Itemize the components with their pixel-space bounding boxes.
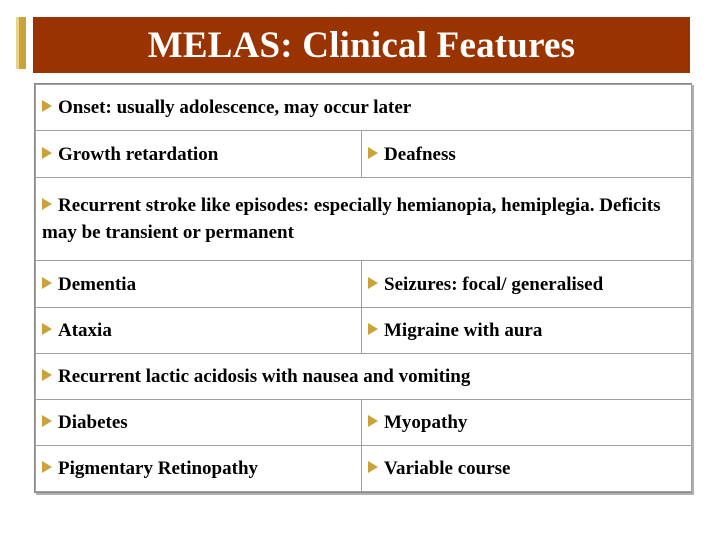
table-cell (362, 400, 692, 446)
cell-text: Recurrent stroke like episodes: especially hemianopia, hemiplegia. Deficits may be transient or permanent (42, 195, 661, 243)
table-cell (362, 261, 692, 308)
features-table-container (34, 83, 692, 493)
bullet-icon (368, 277, 378, 289)
bullet-icon (368, 323, 378, 335)
bullet-icon (368, 147, 378, 159)
bullet-icon (42, 323, 52, 335)
cell-text: Migraine with aura (384, 320, 543, 341)
table-cell (36, 354, 692, 400)
bullet-icon (42, 369, 52, 381)
cell-text: Recurrent lactic acidosis with nausea and vomiting (58, 366, 471, 387)
bullet-icon (42, 461, 52, 473)
table-cell (36, 178, 692, 261)
table-cell (362, 308, 692, 354)
table-row (36, 354, 692, 400)
cell-text: Seizures: focal/ generalised (384, 273, 604, 295)
table-cell (36, 131, 362, 178)
cell-text: Myopathy (384, 412, 468, 433)
cell-text: Diabetes (58, 412, 128, 433)
table-row (36, 400, 692, 446)
table-cell (36, 261, 362, 308)
table-row (36, 261, 692, 308)
table-cell (36, 308, 362, 354)
bullet-icon (368, 461, 378, 473)
cell-text: Pigmentary Retinopathy (58, 458, 259, 479)
cell-text: Variable course (384, 458, 511, 479)
slide-title: MELAS: Clinical Features (147, 24, 576, 66)
cell-text: Onset: usually adolescence, may occur later (58, 97, 412, 118)
cell-text: Dementia (58, 273, 137, 295)
bullet-icon (42, 198, 52, 210)
table-cell (36, 85, 692, 131)
cell-text: Ataxia (58, 320, 112, 341)
table-row (36, 446, 692, 492)
table-row (36, 178, 692, 261)
table-row (36, 131, 692, 178)
bullet-icon (42, 100, 52, 112)
table-cell (362, 131, 692, 178)
features-table (35, 84, 692, 492)
cell-text: Growth retardation (58, 143, 219, 165)
bullet-icon (42, 277, 52, 289)
cell-text: Deafness (384, 143, 456, 165)
bullet-icon (42, 147, 52, 159)
title-banner (33, 17, 690, 73)
table-cell (36, 400, 362, 446)
left-accent-bar (16, 17, 26, 69)
table-row (36, 308, 692, 354)
bullet-icon (368, 415, 378, 427)
table-row (36, 85, 692, 131)
bullet-icon (42, 415, 52, 427)
table-cell (362, 446, 692, 492)
table-cell (36, 446, 362, 492)
